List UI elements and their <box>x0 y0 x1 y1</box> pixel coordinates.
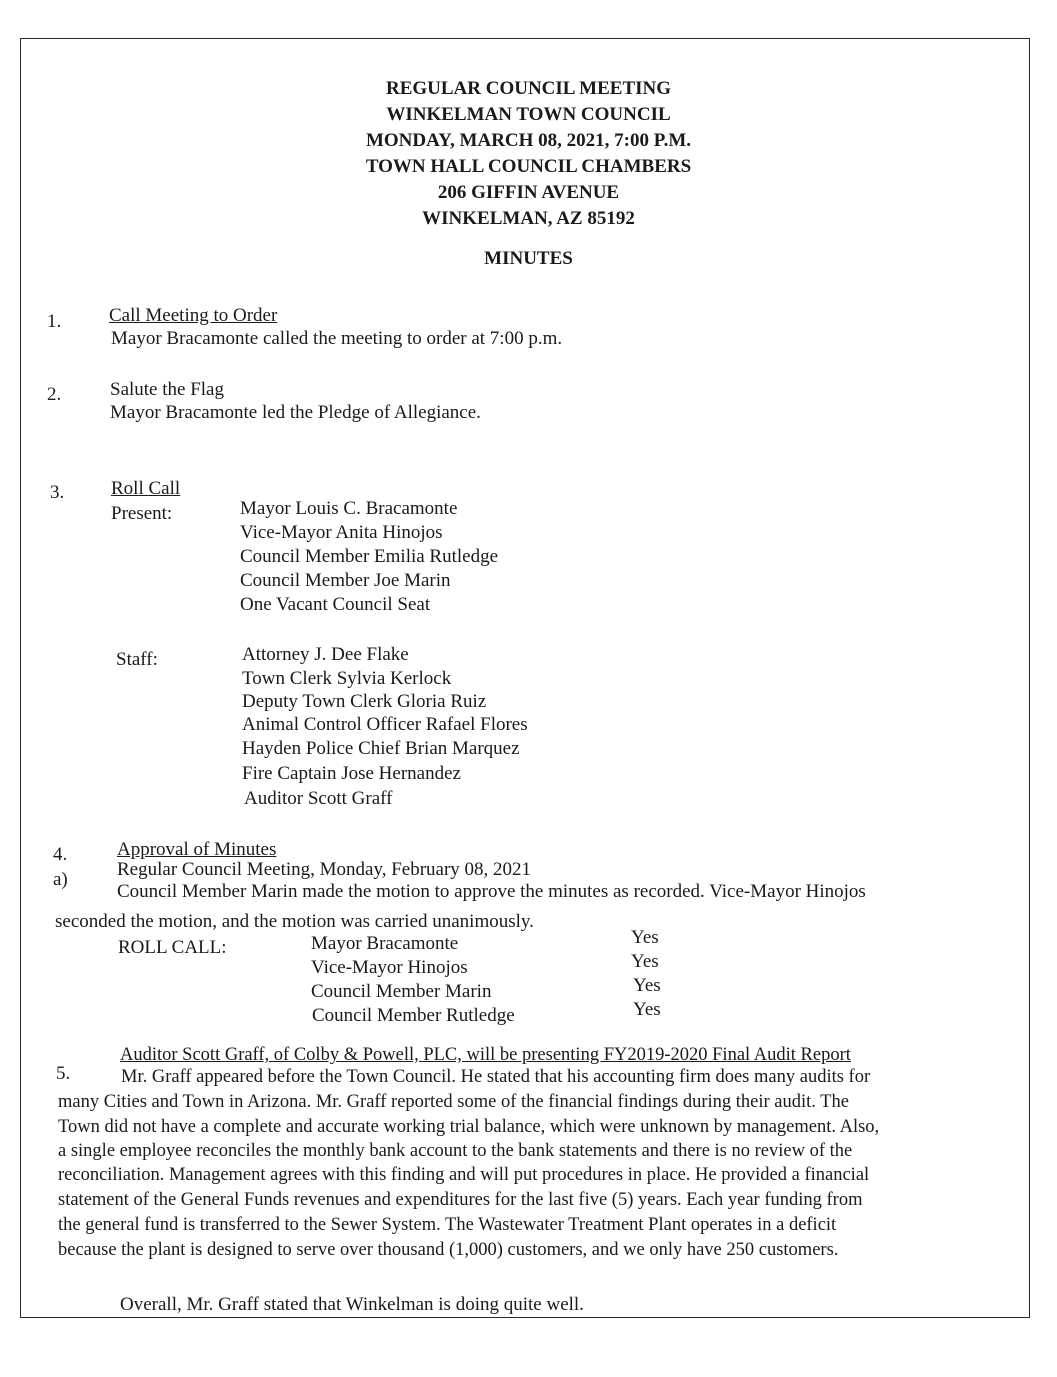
header-venue: TOWN HALL COUNCIL CHAMBERS <box>365 156 692 177</box>
staff-member: Animal Control Officer Rafael Flores <box>242 714 528 735</box>
header-title: REGULAR COUNCIL MEETING <box>385 78 672 99</box>
section-1-text: Mayor Bracamonte called the meeting to order at 7:00 p.m. <box>111 328 563 349</box>
section-2-heading: Salute the Flag <box>110 379 224 400</box>
section-3-number: 3. <box>50 482 65 503</box>
paragraph-line: reconciliation. Management agrees with this finding and will put procedures in place. He provided a financial <box>58 1165 870 1185</box>
paragraph-line: many Cities and Town in Arizona. Mr. Graff reported some of the financial findings during their audit. The <box>58 1092 849 1112</box>
section-4-heading: Approval of Minutes <box>117 839 277 860</box>
vote-name: Council Member Rutledge <box>312 1005 515 1026</box>
vote-name: Mayor Bracamonte <box>311 933 459 954</box>
staff-member: Hayden Police Chief Brian Marquez <box>242 738 520 759</box>
paragraph-line: the general fund is transferred to the Sewer System. The Wastewater Treatment Plant operates in a deficit <box>58 1215 837 1235</box>
header-city: WINKELMAN, AZ 85192 <box>422 208 635 229</box>
staff-member: Attorney J. Dee Flake <box>242 644 409 665</box>
vote-value: Yes <box>633 999 661 1020</box>
staff-member: Fire Captain Jose Hernandez <box>242 763 461 784</box>
closing-statement: Overall, Mr. Graff stated that Winkelman is doing quite well. <box>120 1294 584 1315</box>
paragraph-line: Mr. Graff appeared before the Town Council. He stated that his accounting firm does many audits for <box>121 1067 871 1087</box>
section-5-number: 5. <box>56 1063 71 1084</box>
header-council: WINKELMAN TOWN COUNCIL <box>386 104 671 125</box>
motion-line: seconded the motion, and the motion was carried unanimously. <box>55 911 534 932</box>
section-2-text: Mayor Bracamonte led the Pledge of Allegiance. <box>110 402 481 423</box>
header-date: MONDAY, MARCH 08, 2021, 7:00 P.M. <box>365 130 692 151</box>
minutes-title: MINUTES <box>484 248 573 269</box>
staff-member: Town Clerk Sylvia Kerlock <box>242 668 452 689</box>
present-member: Vice-Mayor Anita Hinojos <box>240 522 443 543</box>
present-label: Present: <box>111 503 173 524</box>
section-1-heading: Call Meeting to Order <box>109 305 278 326</box>
staff-member: Deputy Town Clerk Gloria Ruiz <box>242 691 487 712</box>
section-1-number: 1. <box>47 311 62 332</box>
section-3-heading: Roll Call <box>111 478 181 499</box>
staff-member: Auditor Scott Graff <box>244 788 393 809</box>
vote-value: Yes <box>631 927 659 948</box>
roll-call-label: ROLL CALL: <box>118 937 227 958</box>
section-4-number: 4. <box>53 844 68 865</box>
vote-value: Yes <box>633 975 661 996</box>
header-address: 206 GIFFIN AVENUE <box>437 182 620 203</box>
paragraph-line: statement of the General Funds revenues and expenditures for the last five (5) years. Each year funding from <box>58 1190 863 1210</box>
vote-name: Council Member Marin <box>311 981 492 1002</box>
paragraph-line: Town did not have a complete and accurate working trial balance, which were unknown by management. Also, <box>58 1117 880 1137</box>
item-title: Regular Council Meeting, Monday, February 08, 2021 <box>117 859 532 880</box>
present-member: Council Member Emilia Rutledge <box>240 546 499 567</box>
section-2-number: 2. <box>47 384 62 405</box>
motion-line: Council Member Marin made the motion to approve the minutes as recorded. Vice-Mayor Hinojos <box>117 881 866 902</box>
staff-label: Staff: <box>116 649 158 670</box>
paragraph-line: a single employee reconciles the monthly bank account to the bank statements and there is no review of the <box>58 1141 853 1161</box>
present-member: One Vacant Council Seat <box>240 594 431 615</box>
item-letter: a) <box>53 869 68 890</box>
document-header <box>0 76 1057 232</box>
present-member: Council Member Joe Marin <box>240 570 451 591</box>
section-5-heading: Auditor Scott Graff, of Colby & Powell, PLC, will be presenting FY2019-2020 Final Audit Report <box>120 1045 851 1065</box>
vote-value: Yes <box>631 951 659 972</box>
present-member: Mayor Louis C. Bracamonte <box>240 498 458 519</box>
paragraph-line: because the plant is designed to serve over thousand (1,000) customers, and we only have 250 customers. <box>58 1240 839 1260</box>
vote-name: Vice-Mayor Hinojos <box>311 957 468 978</box>
